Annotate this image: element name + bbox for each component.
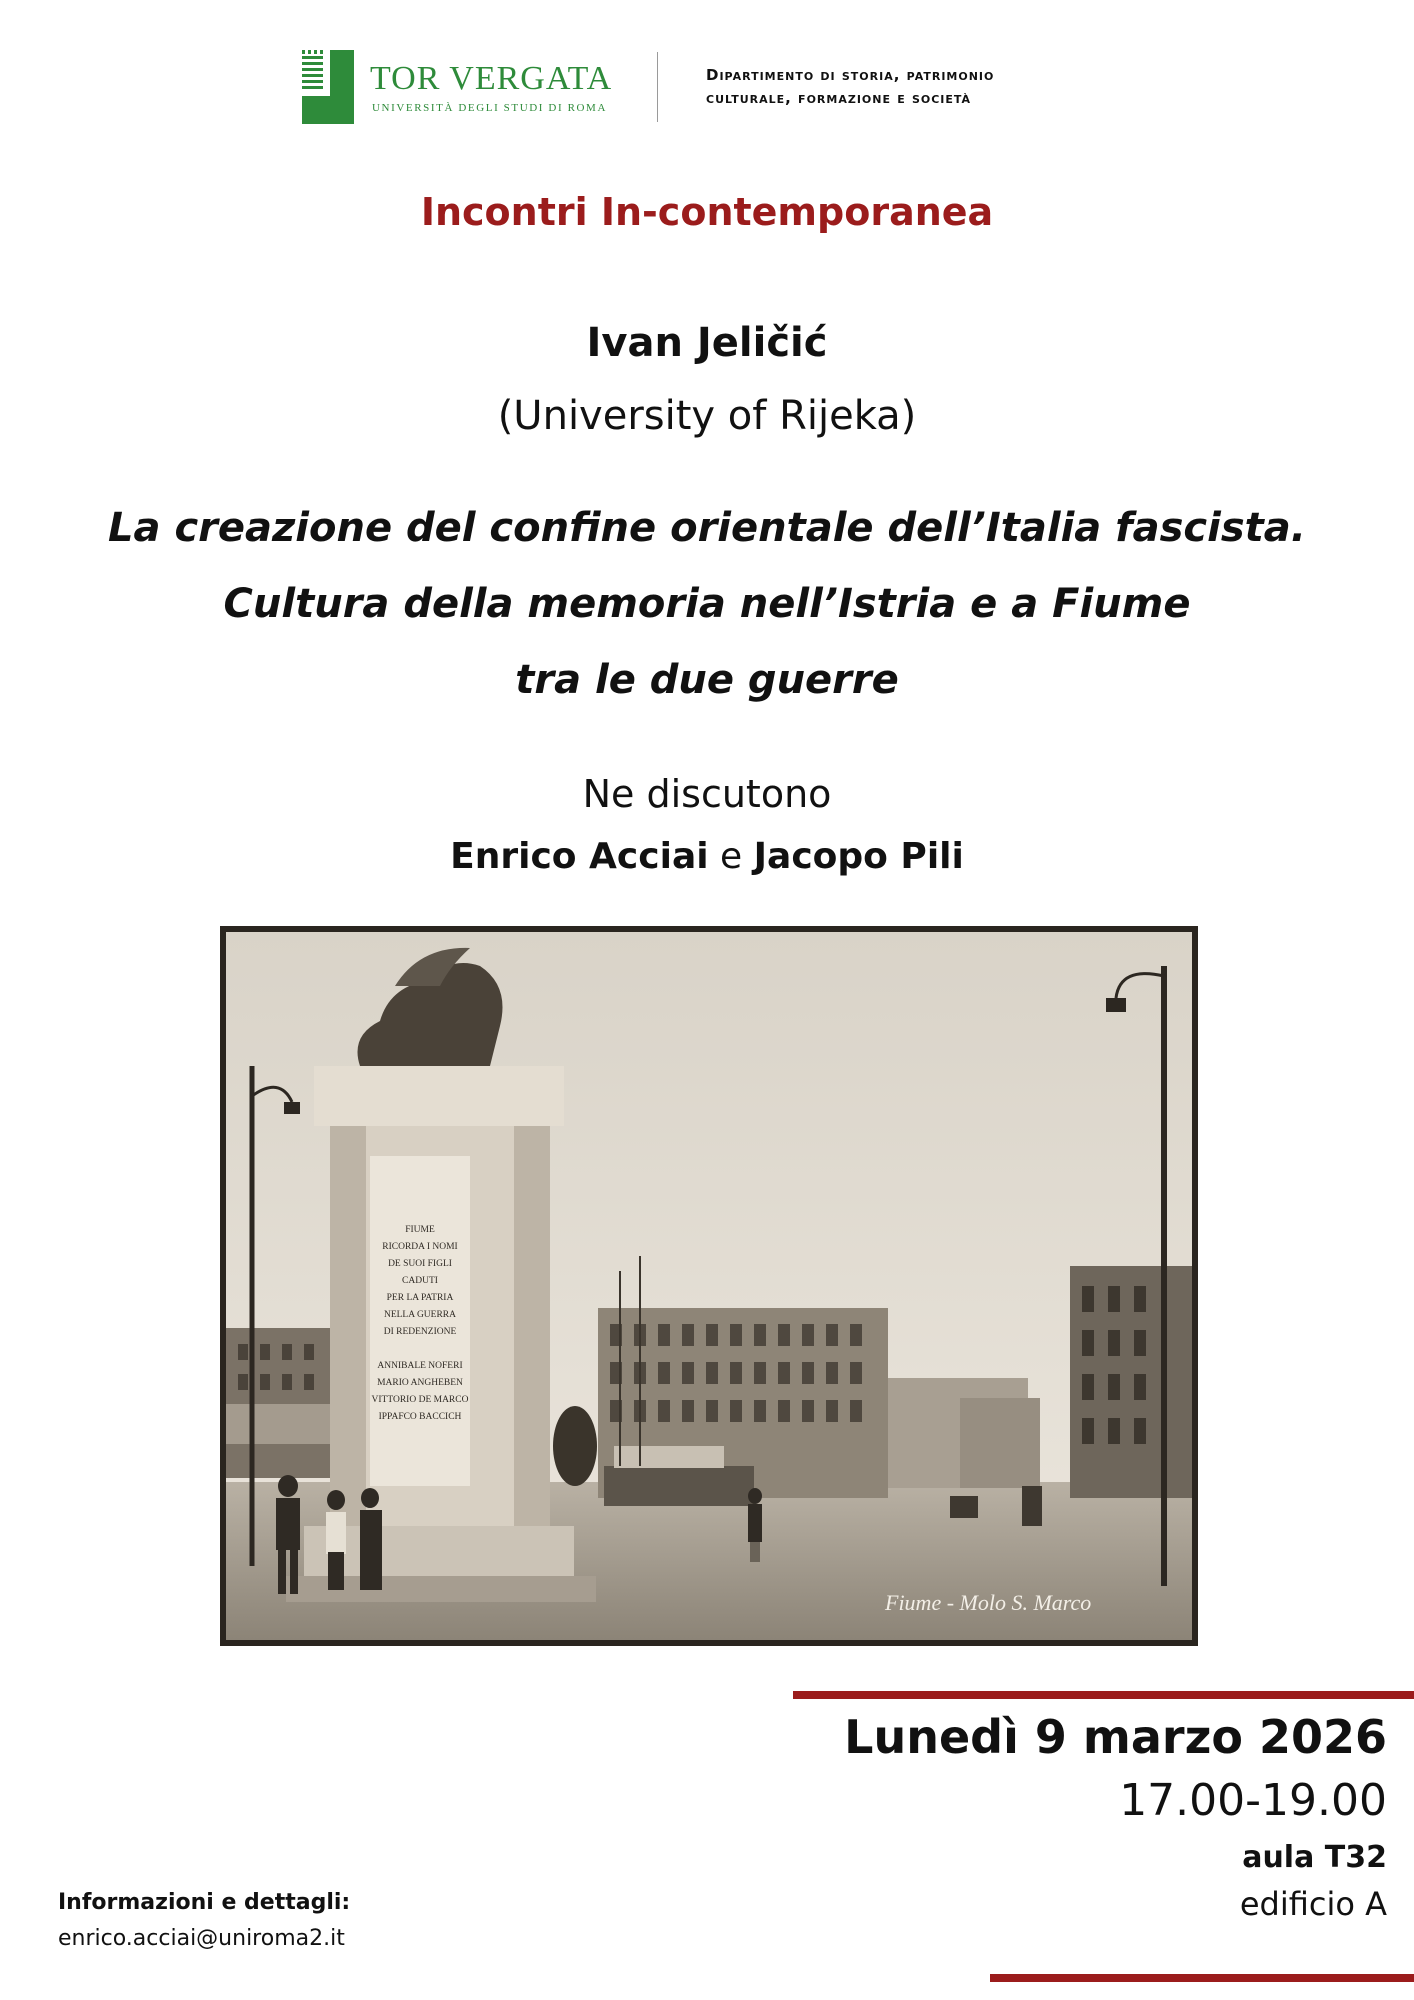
- event-room: aula T32: [1242, 1840, 1387, 1875]
- photo-caption: Fiume - Molo S. Marco: [885, 1590, 1092, 1615]
- photo-inscription: [370, 1222, 470, 1426]
- inscription-line: DI REDENZIONE: [383, 1327, 457, 1337]
- talk-title-line-1: La creazione del confine orientale dell’Italia fascista.: [108, 505, 1306, 551]
- inscription-line: MARIO ANGHEBEN: [377, 1378, 463, 1388]
- talk-title-line-3: tra le due guerre: [515, 657, 899, 703]
- speaker-affiliation: (University of Rijeka): [497, 393, 917, 439]
- inscription-line: VITTORIO DE MARCO: [371, 1395, 469, 1405]
- discussion-intro: Ne discutono: [582, 772, 832, 816]
- tor-vergata-logo: [300, 48, 620, 128]
- inscription-line: RICORDA I NOMI: [382, 1242, 458, 1252]
- contact-label: Informazioni e dettagli:: [58, 1890, 351, 1915]
- header-divider: [657, 52, 658, 122]
- discussant-connector: e: [720, 836, 743, 877]
- discussants: [0, 836, 1414, 877]
- inscription-line: [370, 1341, 470, 1358]
- event-time: 17.00-19.00: [1119, 1775, 1387, 1826]
- event-date: Lunedì 9 marzo 2026: [844, 1710, 1387, 1764]
- photo-illustration: [220, 926, 1198, 1646]
- accent-rule-bottom: [990, 1974, 1414, 1982]
- speaker-name: Ivan Jeličić: [586, 320, 828, 366]
- talk-title: [0, 490, 1414, 718]
- event-building: edificio A: [1239, 1885, 1387, 1923]
- discussant-1: Enrico Acciai: [450, 836, 709, 877]
- inscription-line: ANNIBALE NOFERI: [377, 1361, 463, 1371]
- department-line-1: Dipartimento di storia, patrimonio: [706, 66, 995, 84]
- logo-university-subtitle: UNIVERSITÀ DEGLI STUDI DI ROMA: [372, 102, 607, 114]
- university-crest-icon: [300, 48, 356, 126]
- logo-university-name: TOR VERGATA: [370, 60, 613, 97]
- historic-photo-fiume-molo: [220, 926, 1198, 1646]
- department-line-2: culturale, formazione e società: [706, 89, 972, 107]
- inscription-line: PER LA PATRIA: [386, 1293, 454, 1303]
- discussant-2: Jacopo Pili: [753, 836, 964, 877]
- contact-email-link[interactable]: enrico.acciai@uniroma2.it: [58, 1926, 345, 1951]
- accent-rule-top: [793, 1691, 1414, 1699]
- inscription-line: IPPAFCO BACCICH: [378, 1412, 462, 1422]
- inscription-line: FIUME: [405, 1225, 435, 1235]
- inscription-line: DE SUOI FIGLI: [388, 1259, 452, 1269]
- talk-title-line-2: Cultura della memoria nell’Istria e a Fiume: [223, 581, 1191, 627]
- department-name: [706, 64, 994, 110]
- header: [0, 48, 1414, 128]
- series-title: Incontri In-contemporanea: [420, 190, 994, 234]
- inscription-line: CADUTI: [402, 1276, 438, 1286]
- inscription-line: NELLA GUERRA: [383, 1310, 457, 1320]
